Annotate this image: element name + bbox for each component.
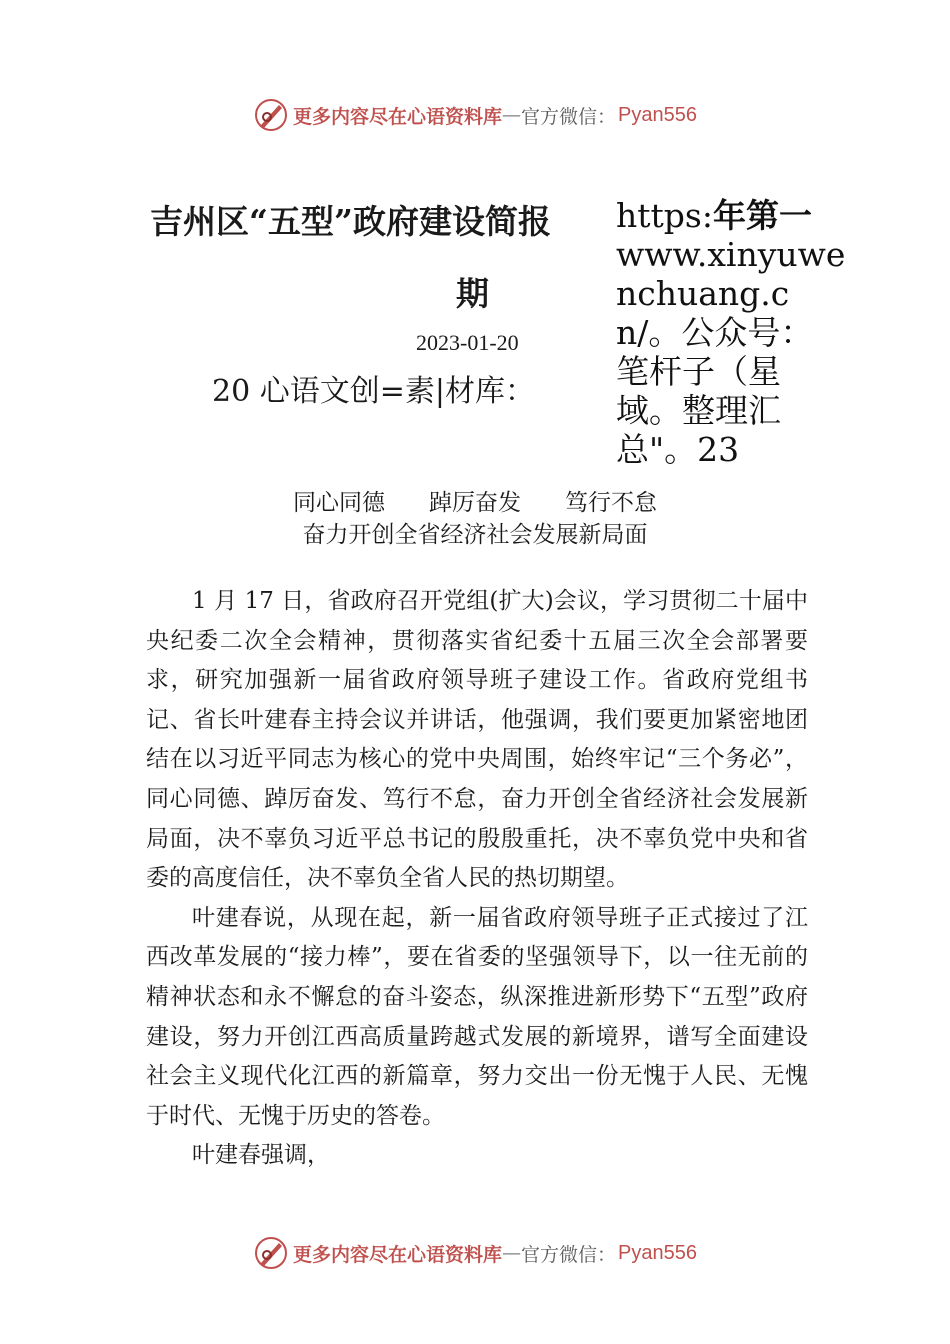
publish-date: 2023-01-20: [416, 330, 519, 355]
banner-separator: —: [502, 1242, 522, 1264]
watermark-url-prefix: https:: [616, 196, 713, 235]
banner-wechat-label: 官方微信：: [521, 1243, 617, 1266]
article-body: [146, 582, 808, 1176]
watermark-url-text: www.xinyuwenchuang.cn/。公众号：笔杆子（星域。整理汇总"。23: [616, 235, 846, 469]
banner-title: 更多内容尽在心语资料库: [293, 1243, 503, 1266]
source-line: 20 心语文创=素|材库：: [212, 374, 535, 409]
article-subtitle-line2: 奋力开创全省经济社会发展新局面: [302, 522, 648, 548]
pen-logo-icon: [253, 97, 289, 133]
body-paragraph: 1 月 17 日，省政府召开党组(扩大)会议，学习贯彻二十届中央纪委二次全会精神，贯彻落实省纪委十五届三次全会部署要求，研究加强新一届省政府领导班子建设工作。省政府党组书记、省长叶建春主持会议并讲话，他强调，我们要更加紧密地团结在以习近平同志为核心的党中央周围，始终牢记“三个务必”，同心同德、踔厉奋发、笃行不怠，奋力开创全省经济社会发展新局面，决不辜负习近平总书记的殷殷重托，决不辜负党中央和省委的高度信任，决不辜负全省人民的热切期望。: [146, 588, 808, 892]
subtitle-item: 踔厉奋发: [429, 490, 521, 516]
header-banner: [0, 95, 950, 135]
subtitle-item: 同心同德: [293, 490, 385, 516]
banner-title: 更多内容尽在心语资料库: [293, 105, 503, 128]
pen-logo-icon: [253, 1235, 289, 1271]
banner-wechat-id: Pyan556: [618, 103, 697, 126]
document-title: 吉州区“五型”政府建设简报: [150, 202, 551, 241]
document-title-continued: 期: [456, 274, 489, 313]
body-paragraph: 叶建春说，从现在起，新一届省政府领导班子正式接过了江西改革发展的“接力棒”，要在省委的坚强领导下，以一往无前的精神状态和永不懈怠的奋斗姿态，纵深推进新形势下“五型”政府建设，努力开创江西高质量跨越式发展的新境界，谱写全面建设社会主义现代化江西的新篇章，努力交出一份无愧于人民、无愧于时代、无愧于历史的答卷。: [146, 904, 808, 1129]
title-issue-fragment: 年第一: [712, 196, 812, 235]
article-subtitle: [0, 484, 950, 517]
body-paragraph: 叶建春强调，: [192, 1142, 330, 1169]
banner-wechat-label: 官方微信：: [521, 105, 617, 128]
banner-wechat-id: Pyan556: [618, 1241, 697, 1264]
footer-banner: [0, 1233, 950, 1273]
banner-separator: —: [502, 104, 522, 126]
subtitle-item: 笃行不怠: [565, 490, 657, 516]
watermark-text-block: [616, 196, 846, 469]
